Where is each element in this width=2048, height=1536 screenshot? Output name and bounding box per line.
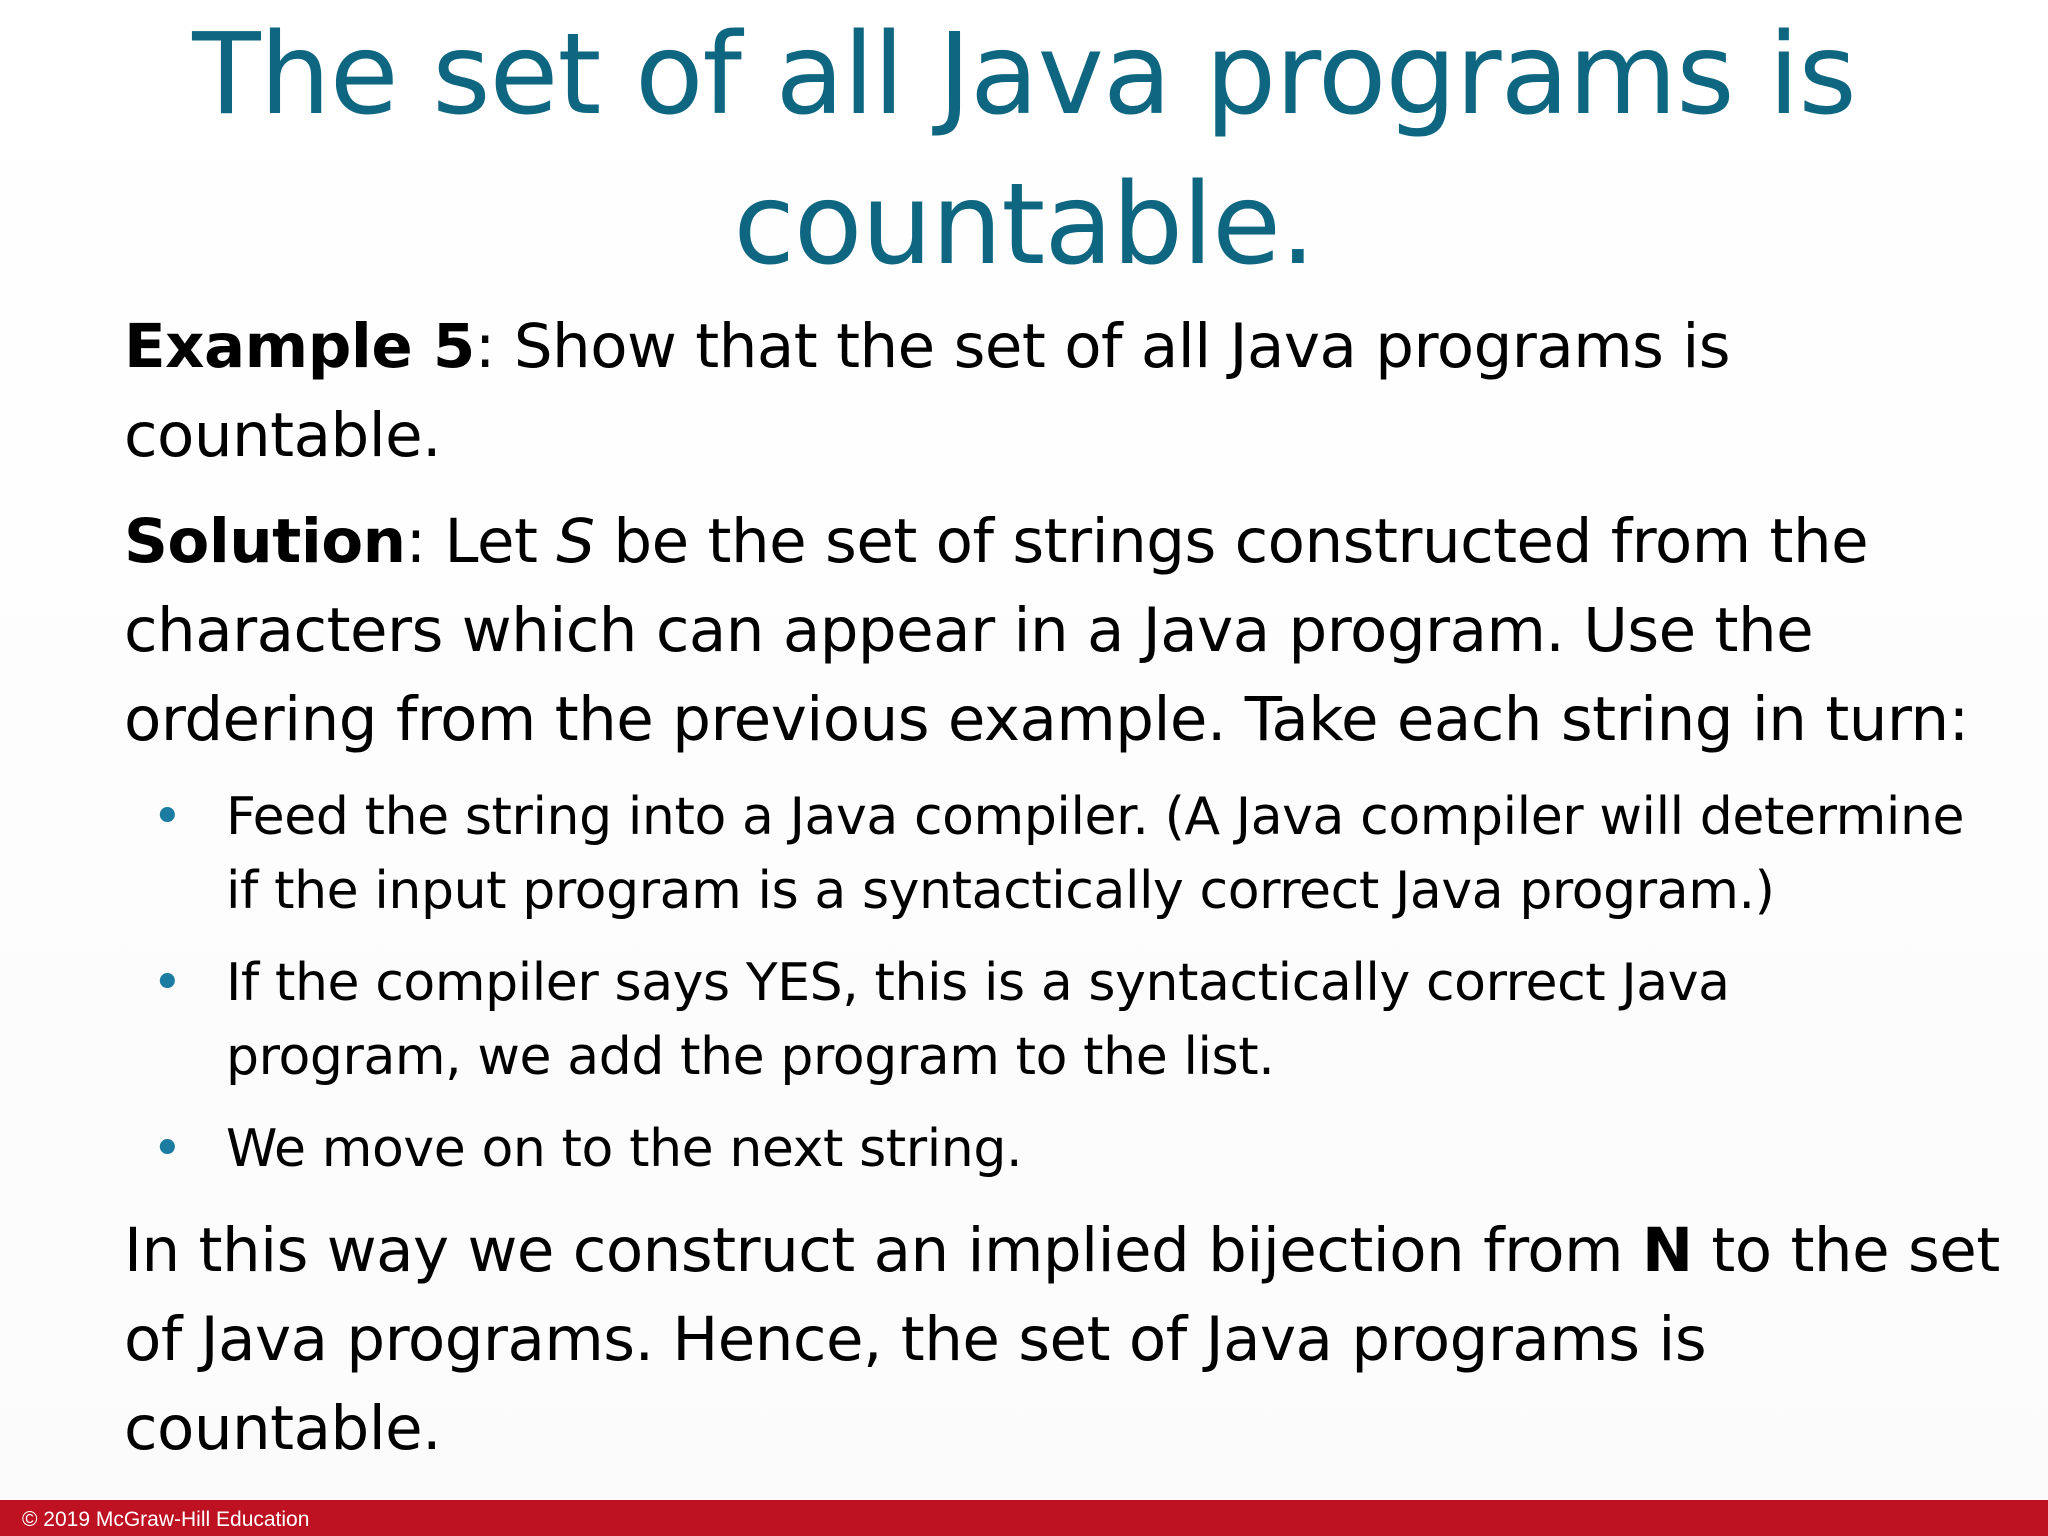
bullet-icon: • [152,1119,183,1179]
copyright-footer: © 2019 McGraw-Hill Education [22,1508,310,1531]
conclusion-text-after: to the set of Java programs. Hence, the set of Java programs is countable. [124,1215,2000,1464]
example-separator: : [474,311,514,382]
solution-label: Solution [124,506,406,577]
solution-separator: : [405,506,445,577]
example-paragraph [124,302,2014,480]
bullet-icon: • [152,953,183,1013]
slide-title: The set of all Java programs is countable. [192,10,1856,290]
set-variable: S [556,506,595,577]
bullet-text: We move on to the next string. [226,1119,1023,1179]
naturals-symbol: N [1641,1215,1693,1286]
conclusion-text-before: In this way we construct an implied bijection from [124,1215,1642,1286]
example-label: Example 5 [124,311,475,382]
bullet-item [140,1112,1970,1186]
example-text: Show that the set of all Java programs is countable. [124,311,1731,471]
bullet-icon: • [152,787,183,847]
solution-text-after: be the set of strings constructed from the characters which can appear in a Java program. Use the ordering from the previous example. Take each string in turn: [124,506,1969,755]
solution-text-before: Let [444,506,557,577]
bullet-item [140,780,1970,928]
bullet-item [140,946,1970,1094]
bullet-text: If the compiler says YES, this is a syntactically correct Java program, we add the program to the list. [226,953,1730,1087]
conclusion-paragraph [124,1206,2014,1473]
bullet-list [140,780,1970,1204]
bullet-text: Feed the string into a Java compiler. (A Java compiler will determine if the input program is a syntactically correct Java program.) [226,787,1965,921]
solution-paragraph [124,497,2014,764]
